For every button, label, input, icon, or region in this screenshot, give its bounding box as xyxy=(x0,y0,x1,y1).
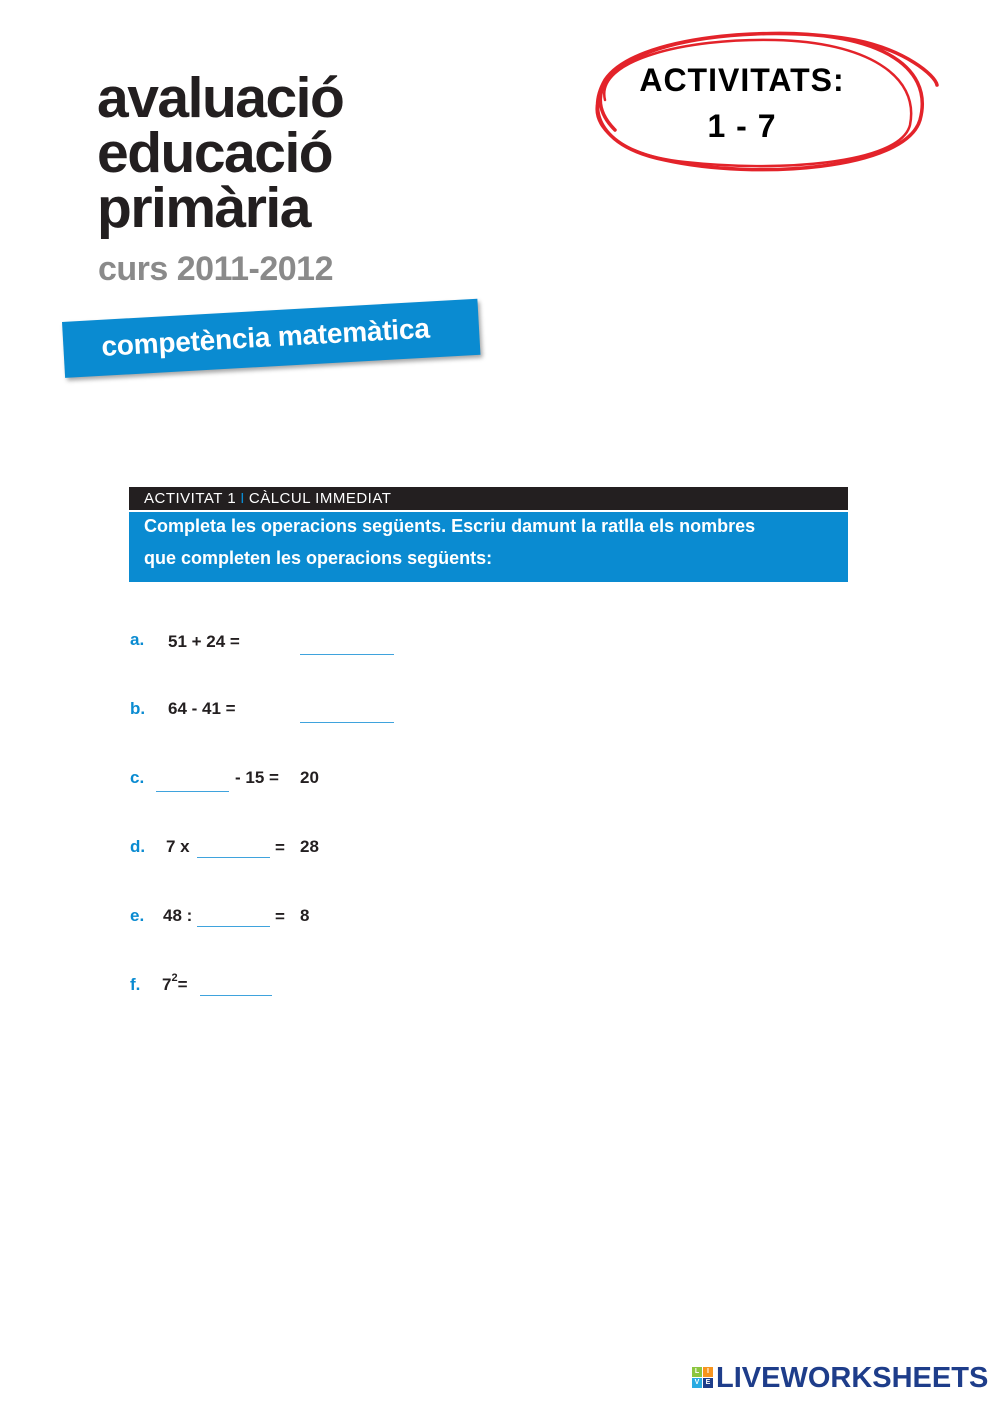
question-d-equals: = xyxy=(275,838,285,857)
competence-banner xyxy=(62,299,480,378)
question-d-result: 28 xyxy=(300,837,319,856)
answer-e-field[interactable] xyxy=(197,926,270,927)
question-e-letter: e. xyxy=(130,906,145,925)
logo-cube-l: L xyxy=(692,1367,702,1377)
activity-label: ACTIVITAT 1 xyxy=(144,490,237,507)
activity-header xyxy=(129,487,848,510)
logo-cube-i: I xyxy=(703,1367,713,1377)
question-a-letter: a. xyxy=(130,630,145,649)
question-c-result: 20 xyxy=(300,768,319,787)
question-f-base: 7 xyxy=(162,975,172,994)
red-circle-icon xyxy=(575,20,955,185)
question-c-letter: c. xyxy=(130,768,145,787)
question-e-result: 8 xyxy=(300,906,310,925)
question-b-letter: b. xyxy=(130,699,146,718)
question-f-letter: f. xyxy=(130,975,141,994)
answer-a-field[interactable] xyxy=(300,654,394,655)
question-d-letter: d. xyxy=(130,837,146,856)
course-subtitle: curs 2011-2012 xyxy=(98,250,333,288)
title-line-1: avaluació xyxy=(97,66,344,130)
stamp-line-1: ACTIVITATS: xyxy=(639,62,845,98)
question-a-expression: 51 + 24 = xyxy=(168,632,240,651)
title-line-2: educació xyxy=(97,121,333,185)
stamp-line-2: 1 - 7 xyxy=(707,108,777,144)
question-c-operator: - 15 = xyxy=(235,768,279,787)
question-f-expression xyxy=(162,972,188,995)
logo-wordmark: LIVEWORKSHEETS xyxy=(716,1362,989,1394)
question-e-equals: = xyxy=(275,907,285,926)
logo-cube-v: V xyxy=(692,1378,702,1388)
question-e-expression: 48 : xyxy=(163,906,193,925)
activity-section: CÀLCUL IMMEDIAT xyxy=(248,490,392,507)
question-b-expression: 64 - 41 = xyxy=(168,699,236,718)
instruction-box xyxy=(129,512,848,582)
activity-separator: I xyxy=(240,490,245,507)
question-f-exponent: 2 xyxy=(171,972,178,984)
answer-d-field[interactable] xyxy=(197,857,270,858)
question-f-equals: = xyxy=(177,975,188,994)
question-d-expression: 7 x xyxy=(166,837,190,856)
answer-f-field[interactable] xyxy=(200,995,272,996)
title-line-3: primària xyxy=(97,176,310,240)
answer-b-field[interactable] xyxy=(300,722,394,723)
answer-c-field[interactable] xyxy=(156,791,229,792)
banner-label: competència matemàtica xyxy=(100,312,431,362)
instruction-line-2: que completen les operacions següents: xyxy=(144,548,493,568)
instruction-line-1: Completa les operacions següents. Escriu damunt la ratlla els nombres xyxy=(144,516,756,536)
logo-cube-e: E xyxy=(703,1378,713,1388)
logo-cubes-icon xyxy=(692,1367,714,1389)
